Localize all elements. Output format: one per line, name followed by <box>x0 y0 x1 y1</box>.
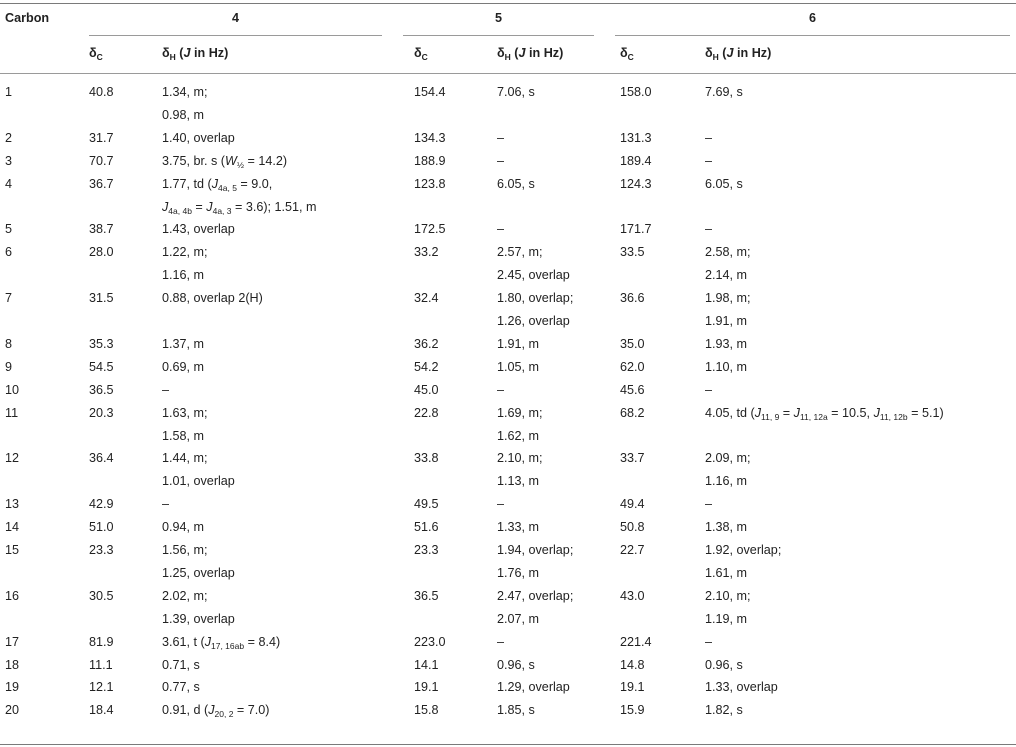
delta-c-value: 19.1 <box>620 680 645 695</box>
delta-h-value: 0.88, overlap 2(H) <box>162 291 263 306</box>
delta-h-value: 7.69, s <box>705 85 743 99</box>
delta-c-value: 14.1 <box>414 657 439 672</box>
carbon-number: 17 <box>5 634 20 649</box>
column-header-carbon: Carbon <box>5 11 50 25</box>
delta-c-value: 62.0 <box>620 359 645 374</box>
delta-h-value: – <box>705 497 713 512</box>
delta-h-value: 1.38, m <box>705 520 747 535</box>
delta-h-value: 4.05, td ($J_{11, 9} = J_{11, 12a} = 10.5$, $J_{11, 12b} = 5.1$) <box>705 405 944 422</box>
delta-h-value: 0.69, m <box>162 359 204 374</box>
delta-c-value: 14.8 <box>620 657 645 672</box>
delta-c-value: 124.3 <box>620 176 652 191</box>
delta-h-value: 0.77, s <box>162 680 200 695</box>
delta-h-value: – <box>497 497 505 512</box>
delta-c-value: 154.4 <box>414 85 446 99</box>
delta-c-value: 33.8 <box>414 451 439 466</box>
delta-c-value: 36.5 <box>414 588 439 603</box>
delta-h-value: 1.98, m; <box>705 291 751 306</box>
delta-h-header: $\delta_H$ (J in Hz) <box>162 46 229 62</box>
delta-c-value: 19.1 <box>414 680 439 695</box>
delta-c-value: 189.4 <box>620 153 652 168</box>
delta-c-value: 22.7 <box>620 543 645 557</box>
delta-h-value: 1.29, overlap <box>497 680 570 695</box>
column-group-5: 5 <box>494 11 502 25</box>
delta-c-value: 22.8 <box>414 405 439 420</box>
delta-c-value: 40.8 <box>89 85 114 99</box>
delta-c-value: 11.1 <box>89 657 113 672</box>
delta-h-value: 6.05, s <box>705 176 743 191</box>
delta-h-value: 1.10, m <box>705 359 747 374</box>
delta-h-value: 2.47, overlap; <box>497 588 574 603</box>
delta-c-value: 45.6 <box>620 382 645 397</box>
carbon-number: 4 <box>5 176 13 191</box>
delta-h-value: 1.22, m; <box>162 245 208 260</box>
bottom-rule <box>0 744 1016 745</box>
delta-h-value: 1.77, td ($J_{4a, 5} = 9.0$, <box>162 176 273 193</box>
delta-h-value: 1.63, m; <box>162 405 208 420</box>
column-group-6: 6 <box>808 11 816 25</box>
delta-h-value: 1.43, overlap <box>162 222 235 237</box>
delta-c-value: 30.5 <box>89 588 114 603</box>
delta-h-value: 0.91, d $(J_{20, 2} = 7.0)$ <box>162 703 270 720</box>
delta-h-value: 1.13, m <box>497 474 539 489</box>
delta-c-value: 38.7 <box>89 222 114 237</box>
delta-c-header: $\delta_C$ <box>414 46 428 62</box>
delta-c-value: 36.5 <box>89 382 114 397</box>
carbon-number: 14 <box>5 520 20 535</box>
delta-h-value: 1.16, m <box>705 474 747 489</box>
delta-h-value: 1.82, s <box>705 703 743 718</box>
carbon-number: 15 <box>5 543 20 557</box>
delta-c-value: 158.0 <box>620 85 652 99</box>
delta-c-value: 36.6 <box>620 291 645 306</box>
delta-c-value: 36.7 <box>89 176 114 191</box>
delta-h-value: – <box>705 634 713 649</box>
delta-c-value: 49.5 <box>414 497 439 512</box>
carbon-number: 18 <box>5 657 20 672</box>
delta-c-value: 70.7 <box>89 153 114 168</box>
delta-h-value: 1.94, overlap; <box>497 543 574 557</box>
delta-c-value: 171.7 <box>620 222 652 237</box>
delta-h-value: – <box>497 153 505 168</box>
delta-c-value: 123.8 <box>414 176 446 191</box>
delta-h-header: $\delta_H$ (J in Hz) <box>497 46 564 62</box>
delta-h-value: 1.85, s <box>497 703 535 718</box>
delta-h-value: 0.96, s <box>497 657 535 672</box>
delta-c-value: 33.7 <box>620 451 645 466</box>
delta-h-value: 2.57, m; <box>497 245 543 260</box>
delta-c-value: 31.5 <box>89 291 114 306</box>
delta-c-value: 12.1 <box>89 680 114 695</box>
delta-c-value: 18.4 <box>89 703 114 718</box>
delta-h-value: 1.19, m <box>705 611 747 626</box>
delta-c-value: 68.2 <box>620 405 645 420</box>
delta-h-value: 1.26, overlap <box>497 314 570 328</box>
delta-h-header: $\delta_H$ (J in Hz) <box>705 46 772 62</box>
delta-c-value: 51.6 <box>414 520 439 535</box>
delta-c-value: 35.3 <box>89 336 114 351</box>
delta-h-value: 3.61, t $(J_{17, 16ab} = 8.4)$ <box>162 634 281 651</box>
delta-h-value: – <box>497 130 505 145</box>
carbon-number: 16 <box>5 588 20 603</box>
delta-h-value: 1.01, overlap <box>162 474 235 489</box>
column-group-4: 4 <box>231 11 239 25</box>
carbon-number: 13 <box>5 497 20 512</box>
delta-h-value: 1.25, overlap <box>162 565 235 580</box>
delta-c-value: 28.0 <box>89 245 114 260</box>
delta-h-value: – <box>705 153 713 168</box>
delta-h-value: 6.05, s <box>497 176 535 191</box>
delta-c-header: $\delta_C$ <box>620 46 634 62</box>
delta-c-value: 172.5 <box>414 222 446 237</box>
delta-c-value: 31.7 <box>89 130 114 145</box>
delta-c-value: 131.3 <box>620 130 652 145</box>
delta-h-value: 0.71, s <box>162 657 200 672</box>
delta-c-value: 15.8 <box>414 703 439 718</box>
delta-c-value: 81.9 <box>89 634 114 649</box>
group-rule-2 <box>403 35 594 36</box>
delta-h-value: 1.33, overlap <box>705 680 778 695</box>
delta-h-value: 1.33, m <box>497 520 539 535</box>
delta-h-value: – <box>162 382 170 397</box>
delta-h-value: 1.93, m <box>705 336 747 351</box>
delta-h-value: 1.91, m <box>705 314 747 328</box>
delta-h-value: 1.61, m <box>705 565 747 580</box>
delta-h-value: 1.34, m; <box>162 85 208 99</box>
delta-h-value: $J_{4a, 4b} = J_{4a, 3} = 3.6$); 1.51, m <box>162 199 317 216</box>
delta-c-value: 33.5 <box>620 245 645 260</box>
delta-h-value: 2.10, m; <box>705 588 751 603</box>
carbon-number: 11 <box>5 405 19 420</box>
delta-c-value: 20.3 <box>89 405 114 420</box>
delta-c-value: 54.2 <box>414 359 439 374</box>
delta-c-value: 32.4 <box>414 291 439 306</box>
delta-c-value: 134.3 <box>414 130 446 145</box>
delta-h-value: 1.62, m <box>497 428 539 443</box>
delta-c-value: 51.0 <box>89 520 114 535</box>
delta-h-value: 1.05, m <box>497 359 539 374</box>
group-rule-1 <box>89 35 382 36</box>
delta-h-value: 2.09, m; <box>705 451 751 466</box>
delta-h-value: – <box>497 634 505 649</box>
delta-c-value: 23.3 <box>89 543 114 557</box>
header-rule <box>0 73 1016 74</box>
delta-h-value: 0.96, s <box>705 657 743 672</box>
carbon-number: 19 <box>5 680 20 695</box>
carbon-number: 8 <box>5 336 13 351</box>
carbon-number: 5 <box>5 222 13 237</box>
carbon-number: 1 <box>5 85 13 99</box>
carbon-number: 2 <box>5 130 13 145</box>
delta-h-value: 0.98, m <box>162 107 204 122</box>
delta-h-value: 2.58, m; <box>705 245 751 260</box>
group-rule-3 <box>615 35 1010 36</box>
delta-c-value: 36.2 <box>414 336 439 351</box>
delta-c-value: 23.3 <box>414 543 439 557</box>
delta-h-value: 1.44, m; <box>162 451 208 466</box>
delta-c-value: 33.2 <box>414 245 439 260</box>
delta-h-value: 1.91, m <box>497 336 539 351</box>
delta-c-value: 49.4 <box>620 497 645 512</box>
delta-c-value: 50.8 <box>620 520 645 535</box>
delta-c-value: 54.5 <box>89 359 114 374</box>
top-rule <box>0 3 1016 4</box>
carbon-number: 9 <box>5 359 13 374</box>
delta-h-value: 2.02, m; <box>162 588 208 603</box>
delta-c-value: 221.4 <box>620 634 652 649</box>
carbon-number: 20 <box>5 703 20 718</box>
delta-h-value: – <box>497 222 505 237</box>
delta-c-value: 35.0 <box>620 336 645 351</box>
carbon-number: 10 <box>5 382 20 397</box>
delta-h-value: – <box>497 382 505 397</box>
delta-h-value: 3.75, br. s $(W_{\frac{1}{2}} = 14.2)$ <box>162 153 288 170</box>
delta-h-value: – <box>705 222 713 237</box>
delta-h-value: 1.16, m <box>162 268 204 283</box>
delta-h-value: – <box>705 382 713 397</box>
delta-h-value: 1.92, overlap; <box>705 543 782 557</box>
carbon-number: 3 <box>5 153 13 168</box>
delta-h-value: 2.07, m <box>497 611 539 626</box>
delta-h-value: 1.37, m <box>162 336 204 351</box>
delta-c-header: $\delta_C$ <box>89 46 103 62</box>
delta-h-value: 1.56, m; <box>162 543 208 557</box>
delta-c-value: 15.9 <box>620 703 645 718</box>
delta-c-value: 45.0 <box>414 382 439 397</box>
delta-h-value: 2.45, overlap <box>497 268 570 283</box>
delta-h-value: 0.94, m <box>162 520 204 535</box>
delta-c-value: 223.0 <box>414 634 446 649</box>
carbon-number: 6 <box>5 245 13 260</box>
delta-h-value: 1.39, overlap <box>162 611 235 626</box>
delta-h-value: 1.69, m; <box>497 405 543 420</box>
delta-c-value: 42.9 <box>89 497 114 512</box>
delta-h-value: 1.80, overlap; <box>497 291 574 306</box>
delta-h-value: – <box>162 497 170 512</box>
carbon-number: 12 <box>5 451 20 466</box>
delta-h-value: 2.14, m <box>705 268 747 283</box>
delta-c-value: 188.9 <box>414 153 446 168</box>
delta-h-value: 1.40, overlap <box>162 130 235 145</box>
delta-c-value: 36.4 <box>89 451 114 466</box>
carbon-number: 7 <box>5 291 13 306</box>
delta-h-value: – <box>705 130 713 145</box>
delta-h-value: 1.76, m <box>497 565 539 580</box>
delta-h-value: 2.10, m; <box>497 451 543 466</box>
delta-h-value: 1.58, m <box>162 428 204 443</box>
delta-h-value: 7.06, s <box>497 85 535 99</box>
delta-c-value: 43.0 <box>620 588 645 603</box>
